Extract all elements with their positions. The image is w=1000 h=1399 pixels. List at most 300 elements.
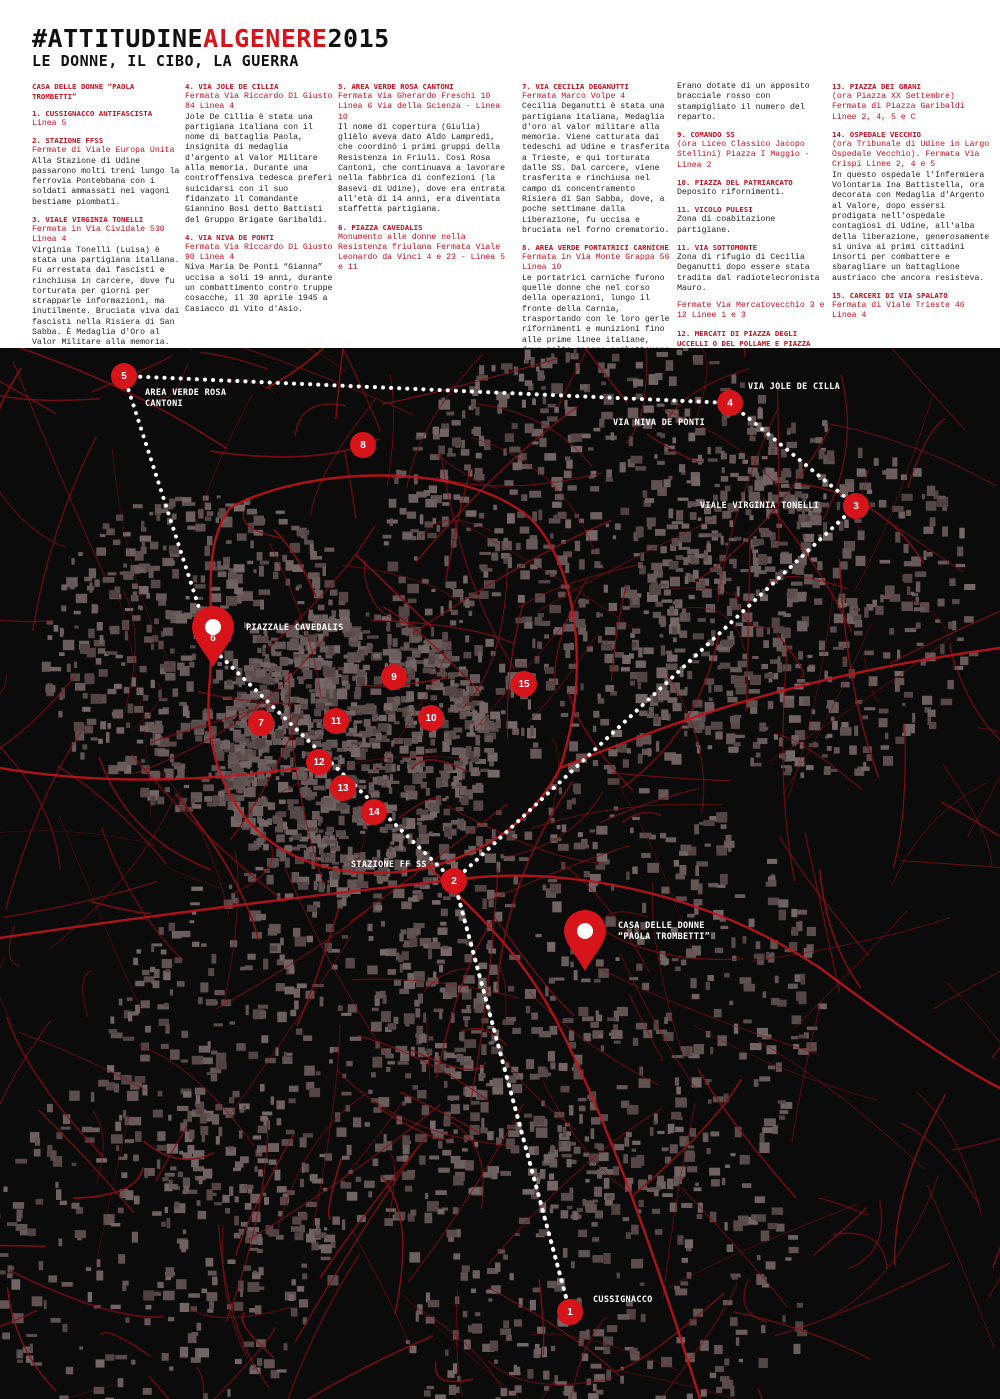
city-block	[157, 1145, 167, 1151]
city-block	[125, 1139, 134, 1143]
city-block	[810, 438, 816, 443]
city-block	[708, 883, 718, 887]
city-block	[284, 846, 291, 849]
city-block	[259, 662, 270, 667]
city-block	[428, 749, 437, 753]
city-block	[472, 1324, 483, 1334]
city-block	[923, 527, 933, 534]
city-block	[561, 1086, 570, 1093]
city-block	[715, 1366, 724, 1372]
city-block	[250, 1194, 260, 1203]
city-block	[289, 837, 293, 841]
legend-column	[338, 82, 513, 281]
city-block	[204, 796, 212, 802]
city-block	[639, 711, 647, 717]
city-block	[329, 616, 334, 622]
city-block	[245, 672, 257, 676]
city-block	[387, 1061, 395, 1064]
city-block	[152, 1211, 161, 1216]
city-block	[239, 1130, 243, 1138]
city-block	[425, 499, 437, 508]
city-block	[234, 1302, 243, 1311]
city-block	[539, 1031, 551, 1037]
city-block	[668, 1124, 674, 1133]
city-block	[62, 1282, 73, 1287]
city-block	[756, 941, 761, 949]
city-block	[409, 1252, 420, 1262]
city-block	[226, 540, 232, 544]
header	[0, 0, 1000, 348]
city-block	[403, 758, 412, 762]
city-block	[578, 845, 590, 849]
city-block	[388, 562, 399, 572]
city-block	[146, 1305, 152, 1310]
city-block	[263, 959, 268, 970]
city-block	[670, 577, 680, 587]
city-block	[698, 618, 706, 622]
city-block	[173, 688, 179, 696]
city-block	[330, 590, 338, 596]
city-block	[258, 1005, 269, 1009]
entry-heading: 8. AREA VERDE PORTATRICI CARNICHE	[522, 243, 669, 253]
city-block	[895, 678, 905, 685]
entry-heading: 12. MERCATI DI PIAZZA DEGLI UCCELLI O DEL POLLAME E PIAZZA	[677, 328, 811, 348]
city-block	[661, 887, 669, 894]
city-block	[408, 678, 411, 682]
city-block	[324, 667, 336, 677]
city-block	[279, 519, 288, 525]
marker-10[interactable]: 10	[418, 705, 444, 731]
city-block	[423, 944, 428, 949]
city-block	[471, 1289, 476, 1293]
city-block	[618, 1314, 630, 1320]
city-block	[256, 670, 266, 677]
city-block	[823, 522, 827, 533]
city-block	[251, 541, 254, 549]
city-block	[235, 1196, 239, 1202]
city-block	[417, 531, 425, 540]
city-block	[258, 798, 268, 806]
city-block	[632, 628, 640, 633]
city-block	[879, 500, 887, 508]
city-block	[447, 1370, 454, 1378]
city-block	[429, 1036, 434, 1040]
city-block	[506, 721, 517, 729]
city-block	[686, 1046, 690, 1056]
pin-6[interactable]	[191, 606, 235, 668]
city-block	[163, 1291, 175, 1301]
city-block	[309, 618, 320, 622]
city-block	[469, 611, 473, 616]
marker-3[interactable]: 3	[843, 493, 869, 519]
marker-14[interactable]: 14	[361, 799, 387, 825]
city-block	[260, 1084, 265, 1092]
city-block	[462, 1148, 468, 1151]
city-block	[655, 602, 663, 607]
city-block	[844, 520, 849, 529]
city-block	[952, 599, 960, 604]
city-block	[490, 748, 495, 755]
city-block	[376, 991, 383, 998]
city-block	[172, 762, 181, 766]
city-block	[593, 711, 599, 718]
city-block	[394, 721, 400, 724]
city-block	[807, 927, 816, 936]
city-block	[32, 1296, 43, 1306]
marker-4[interactable]: 4	[717, 390, 743, 416]
city-block	[592, 1255, 603, 1263]
city-block	[571, 1261, 575, 1268]
city-block	[451, 1104, 460, 1114]
entry-transit: Fermate Via Mercatovecchio 3 e 12 Linee 1 e 3	[677, 301, 825, 321]
city-block	[292, 872, 300, 883]
city-block	[452, 438, 461, 447]
city-block	[126, 548, 136, 556]
city-block	[481, 1102, 489, 1113]
city-block	[438, 893, 442, 898]
city-block	[92, 604, 98, 613]
city-block	[229, 1097, 234, 1103]
city-block	[244, 665, 254, 672]
city-block	[621, 508, 630, 515]
city-block	[514, 1365, 517, 1375]
city-block	[520, 527, 530, 534]
city-block	[583, 1153, 589, 1157]
city-block	[843, 548, 852, 558]
city-block	[639, 788, 650, 793]
marker-8[interactable]: 8	[350, 432, 376, 458]
city-block	[485, 854, 496, 863]
city-block	[743, 1019, 752, 1023]
city-block	[180, 1303, 190, 1312]
marker-11[interactable]: 11	[323, 708, 349, 734]
city-block	[67, 664, 71, 672]
city-block	[336, 803, 348, 810]
city-block	[598, 698, 604, 704]
entry-heading: 9. COMANDO SS	[677, 130, 735, 140]
city-block	[372, 743, 381, 749]
city-block	[767, 628, 770, 634]
city-block	[547, 942, 555, 952]
marker-1[interactable]: 1	[557, 1299, 583, 1325]
city-block	[429, 653, 434, 656]
city-block	[200, 1126, 208, 1135]
city-block	[342, 1156, 350, 1160]
entry-transit: Fermata Marco Volpe 4	[522, 92, 626, 101]
city-block	[505, 433, 514, 442]
marker-9[interactable]: 9	[381, 664, 407, 690]
city-block	[268, 928, 277, 936]
city-block	[454, 494, 461, 500]
city-block	[428, 655, 434, 665]
city-block	[708, 684, 711, 693]
city-block	[159, 709, 168, 715]
city-block	[416, 778, 422, 785]
pin-casa-delle-donne[interactable]	[563, 910, 607, 972]
city-block	[145, 1026, 151, 1033]
city-block	[656, 1396, 666, 1399]
city-block	[562, 824, 567, 832]
city-block	[732, 1275, 738, 1280]
city-block	[434, 1064, 446, 1073]
city-block	[151, 644, 154, 650]
city-block	[692, 1077, 702, 1087]
city-block	[519, 374, 524, 382]
city-block	[307, 936, 313, 943]
city-block	[762, 456, 768, 459]
city-block	[650, 1187, 656, 1190]
city-block	[158, 1091, 163, 1097]
city-block	[296, 737, 304, 745]
city-block	[116, 1145, 119, 1151]
city-block	[449, 1385, 456, 1395]
city-block	[429, 942, 441, 949]
city-block	[952, 621, 956, 631]
city-block	[277, 811, 286, 817]
city-block	[362, 737, 366, 746]
city-block	[312, 578, 320, 589]
city-block	[213, 795, 220, 805]
city-block	[473, 1270, 480, 1278]
city-block	[551, 1346, 555, 1351]
city-block	[438, 1141, 442, 1149]
city-block	[106, 528, 114, 535]
entry-description: Niva Maria De Ponti “Gianna” uccisa a soli 19 anni, durante un combattimento contro truppe cosacche, il 30 aprile 1945 a Casiacco di Vito d'Asio.	[185, 263, 333, 314]
city-block	[723, 453, 727, 459]
city-block	[96, 658, 102, 665]
city-block	[785, 1257, 791, 1260]
city-block	[76, 594, 88, 603]
city-block	[259, 566, 264, 577]
city-block	[587, 1170, 598, 1174]
city-block	[509, 447, 520, 453]
city-block	[339, 816, 345, 826]
city-block	[192, 804, 202, 809]
city-block	[237, 593, 242, 604]
city-block	[140, 1055, 150, 1062]
marker-5[interactable]: 5	[111, 363, 137, 389]
city-block	[399, 989, 409, 994]
city-block	[448, 1096, 460, 1101]
city-block	[553, 515, 557, 519]
city-block	[656, 741, 659, 752]
city-block	[394, 477, 398, 484]
city-block	[904, 544, 909, 553]
legend-column	[185, 82, 333, 322]
city-block	[547, 682, 556, 691]
city-block	[495, 1262, 501, 1272]
city-block	[417, 1090, 427, 1099]
city-block	[603, 1253, 611, 1264]
city-block	[758, 554, 767, 565]
city-block	[121, 662, 125, 666]
city-block	[266, 679, 275, 685]
city-block	[229, 885, 232, 889]
city-block	[669, 376, 677, 386]
city-block	[759, 1076, 770, 1081]
city-block	[378, 723, 389, 731]
city-block	[703, 820, 714, 826]
city-block	[710, 1373, 717, 1378]
city-block	[460, 497, 470, 503]
city-block	[673, 601, 680, 605]
city-block	[365, 1122, 370, 1127]
city-block	[371, 792, 380, 798]
city-block	[675, 874, 685, 880]
city-block	[461, 1032, 465, 1042]
city-block	[234, 564, 245, 572]
city-block	[462, 1009, 472, 1013]
city-block	[488, 770, 500, 778]
city-block	[205, 546, 211, 556]
city-block	[827, 734, 833, 738]
city-block	[912, 713, 915, 723]
city-block	[290, 809, 301, 818]
city-block	[428, 1300, 440, 1307]
city-block	[290, 1010, 296, 1016]
city-block	[225, 1208, 230, 1214]
city-block	[373, 1159, 379, 1167]
city-block	[441, 776, 448, 787]
city-block	[285, 858, 290, 868]
city-block	[295, 1232, 304, 1240]
city-block	[610, 665, 619, 671]
city-block	[141, 759, 145, 763]
marker-13[interactable]: 13	[330, 775, 356, 801]
city-block	[451, 820, 459, 825]
city-block	[301, 1264, 307, 1268]
city-block	[632, 1141, 640, 1145]
city-block	[234, 1216, 239, 1226]
city-block	[521, 728, 524, 736]
city-block	[190, 920, 195, 923]
city-block	[309, 1088, 320, 1097]
city-block	[260, 1010, 266, 1018]
city-block	[198, 997, 203, 1004]
city-block	[123, 563, 127, 567]
city-block	[299, 678, 304, 684]
city-block	[140, 666, 147, 673]
city-block	[47, 1145, 52, 1153]
city-block	[698, 533, 710, 537]
city-block	[658, 570, 663, 578]
marker-7[interactable]: 7	[248, 710, 274, 736]
city-block	[253, 600, 261, 607]
marker-2[interactable]: 2	[441, 868, 467, 894]
city-block	[508, 986, 514, 992]
city-block	[741, 569, 749, 572]
city-block	[759, 1142, 769, 1153]
entry-heading: 11. VIA SOTTOMONTE	[677, 242, 758, 252]
city-block	[668, 697, 678, 703]
city-block	[258, 1169, 263, 1176]
city-block	[183, 1091, 191, 1097]
city-block	[157, 1131, 165, 1141]
city-block	[346, 1061, 353, 1066]
entry-transit: Fermata in Via Cividale 530 Linea 4	[32, 225, 165, 245]
city-block	[720, 926, 728, 929]
city-block	[463, 576, 467, 584]
city-block	[58, 1238, 62, 1246]
city-block	[687, 671, 692, 679]
city-block	[739, 1359, 743, 1362]
city-block	[666, 651, 672, 655]
city-block	[88, 629, 95, 639]
city-block	[202, 779, 210, 783]
city-block	[547, 1181, 558, 1191]
city-block	[722, 511, 731, 518]
city-block	[183, 1230, 186, 1234]
city-block	[490, 712, 500, 720]
city-block	[730, 631, 734, 640]
city-block	[427, 1201, 439, 1211]
city-block	[598, 1034, 602, 1037]
city-block	[635, 466, 646, 471]
city-block	[801, 974, 806, 985]
city-block	[257, 1145, 268, 1152]
city-block	[59, 652, 65, 656]
city-block	[655, 714, 659, 724]
city-block	[158, 749, 169, 756]
marker-15[interactable]: 15	[511, 671, 537, 697]
city-block	[320, 997, 324, 1007]
city-block	[434, 654, 439, 662]
city-block	[404, 738, 412, 746]
city-block	[410, 636, 422, 642]
city-block	[440, 922, 446, 926]
city-block	[385, 764, 391, 773]
marker-12[interactable]: 12	[306, 749, 332, 775]
city-block	[940, 644, 945, 654]
city-block	[63, 640, 75, 650]
city-block	[768, 1066, 775, 1070]
city-block	[275, 642, 286, 650]
city-block	[188, 1333, 197, 1343]
city-block	[600, 719, 609, 726]
city-block	[505, 1017, 516, 1022]
city-block	[455, 1048, 467, 1053]
city-block	[300, 1137, 307, 1147]
city-block	[70, 581, 75, 590]
city-block	[500, 1171, 511, 1176]
city-block	[114, 684, 122, 689]
entry-description: Virginia Tonelli (Luisa) è stata una partigiana italiana. Fu arrestata dai fascisti e rinchiusa in carcere, dove fu torturata per giorni per strapparle informazioni, ma inutilmente. Bruciata viva dai fascisti nella Risiera di San Sabba. È Medaglia d'Oro al Valor Militare alla memoria.	[32, 245, 180, 348]
city-block	[578, 832, 583, 837]
city-block	[605, 627, 616, 635]
city-block	[607, 363, 615, 368]
city-block	[623, 1217, 629, 1221]
city-block	[606, 524, 609, 528]
city-block	[758, 395, 766, 404]
city-block	[694, 1187, 702, 1191]
city-block	[730, 473, 738, 477]
city-block	[594, 979, 601, 983]
city-block	[207, 511, 214, 516]
label-stazione: STAZIONE FF SS	[351, 860, 427, 870]
city-block	[604, 1178, 610, 1189]
city-block	[883, 652, 890, 658]
city-block	[643, 490, 648, 498]
city-block	[263, 844, 269, 851]
city-block	[520, 570, 530, 579]
city-block	[111, 1223, 120, 1227]
city-block	[613, 1166, 619, 1175]
city-block	[698, 455, 702, 465]
city-block	[234, 778, 242, 786]
city-block	[15, 1159, 27, 1164]
city-block	[661, 709, 668, 720]
city-block	[253, 1135, 261, 1139]
